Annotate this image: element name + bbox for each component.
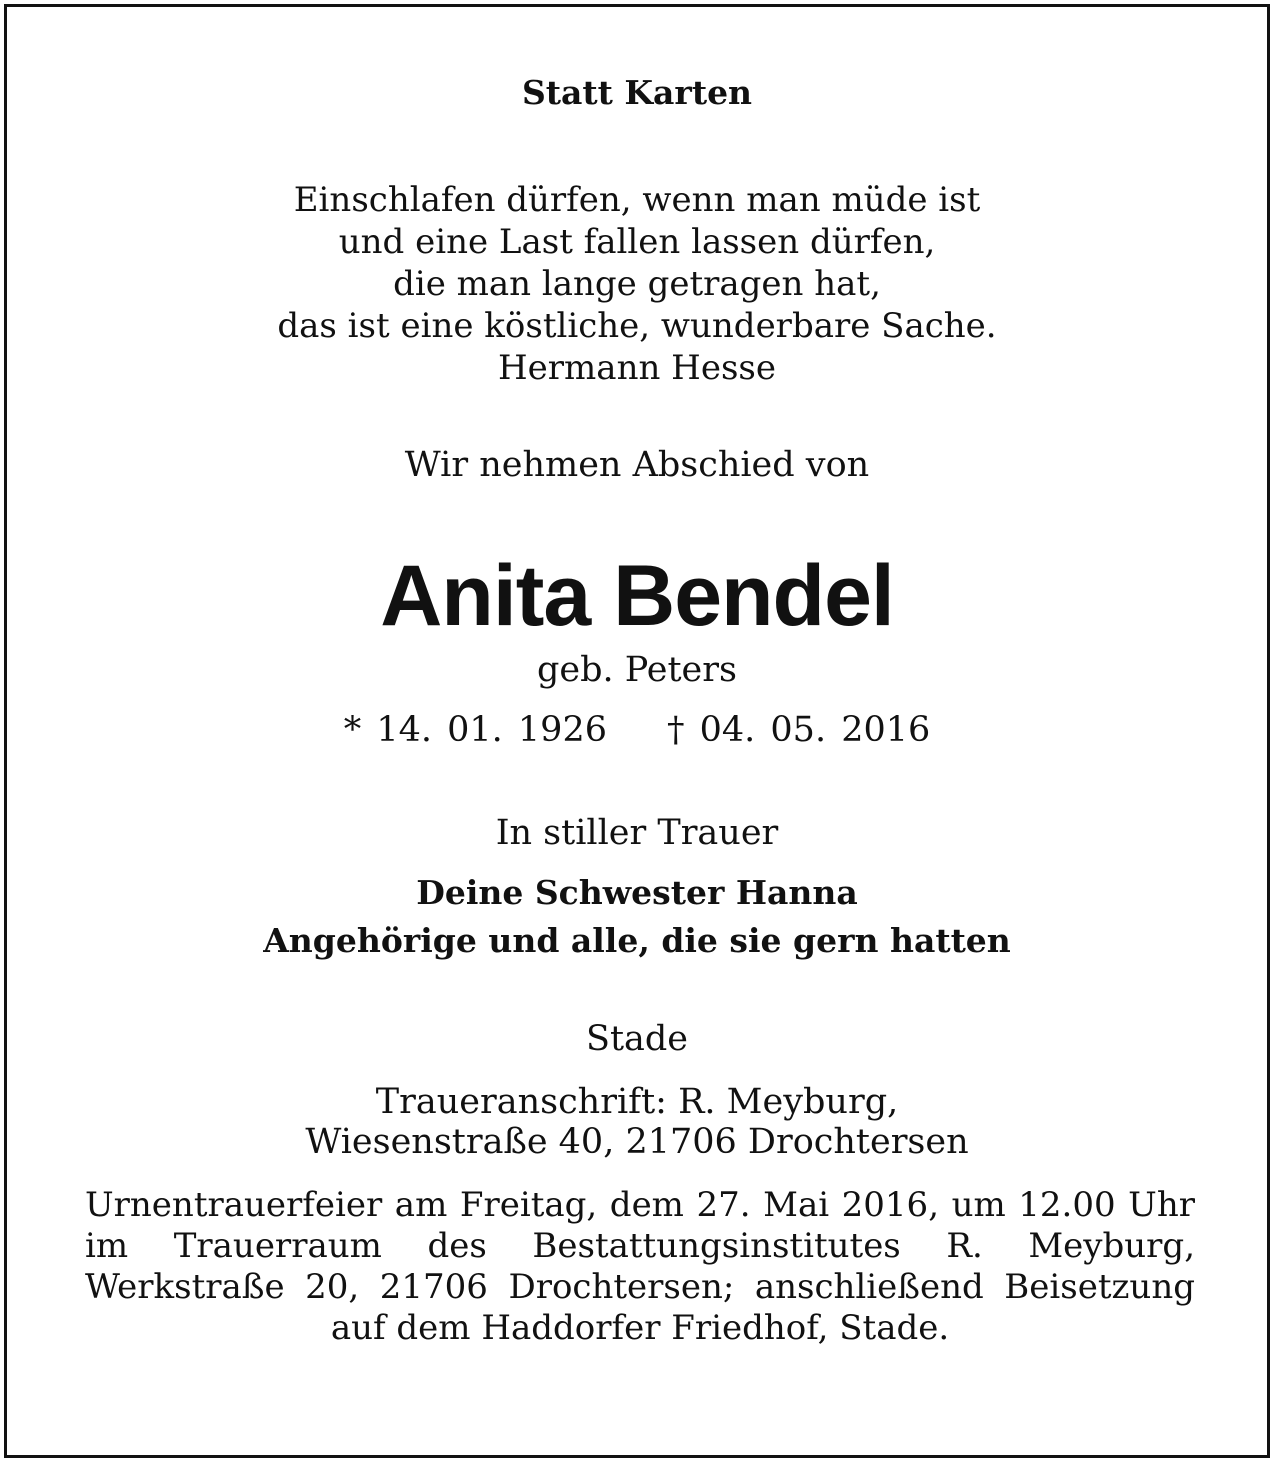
mourning-phrase: In stiller Trauer [495,813,779,853]
life-dates [7,710,1267,750]
obituary-notice [4,4,1270,1458]
deceased-name: Anita Bendel [380,548,894,644]
poem-line: Einschlafen dürfen, wenn man müde ist [293,180,981,220]
death-date: † 04. 05. 2016 [667,710,931,750]
farewell-intro: Wir nehmen Abschied von [404,445,870,485]
birth-date: * 14. 01. 1926 [343,710,607,750]
mourning-address [7,1082,1267,1162]
poem-line: das ist eine köstliche, wunderbare Sache. [277,306,997,346]
maiden-name: geb. Peters [537,650,737,690]
poem-line: die man lange getragen hat, [393,264,881,304]
mourner-line: Deine Schwester Hanna [416,873,858,912]
ceremony-details: Urnentrauerfeier am Freitag, dem 27. Mai 2016, um 12.00 Uhr im Trauerraum des Bestattungsinstitutes R. Meyburg, Werkstraße 20, 21706 Drochtersen; anschließend Beisetzung auf dem Haddorfer Friedhof, Stade. [85,1185,1195,1348]
poem-author: Hermann Hesse [498,348,776,388]
mourner-line: Angehörige und alle, die sie gern hatten [263,921,1011,960]
poem-line: und eine Last fallen lassen dürfen, [338,222,936,262]
address-line: Wiesenstraße 40, 21706 Drochtersen [305,1122,969,1162]
poem-quote [7,179,1267,389]
notice-heading: Statt Karten [521,73,753,112]
mourners-list [7,869,1267,965]
address-line: Traueranschrift: R. Meyburg, [375,1082,899,1122]
place-name: Stade [585,1019,689,1059]
